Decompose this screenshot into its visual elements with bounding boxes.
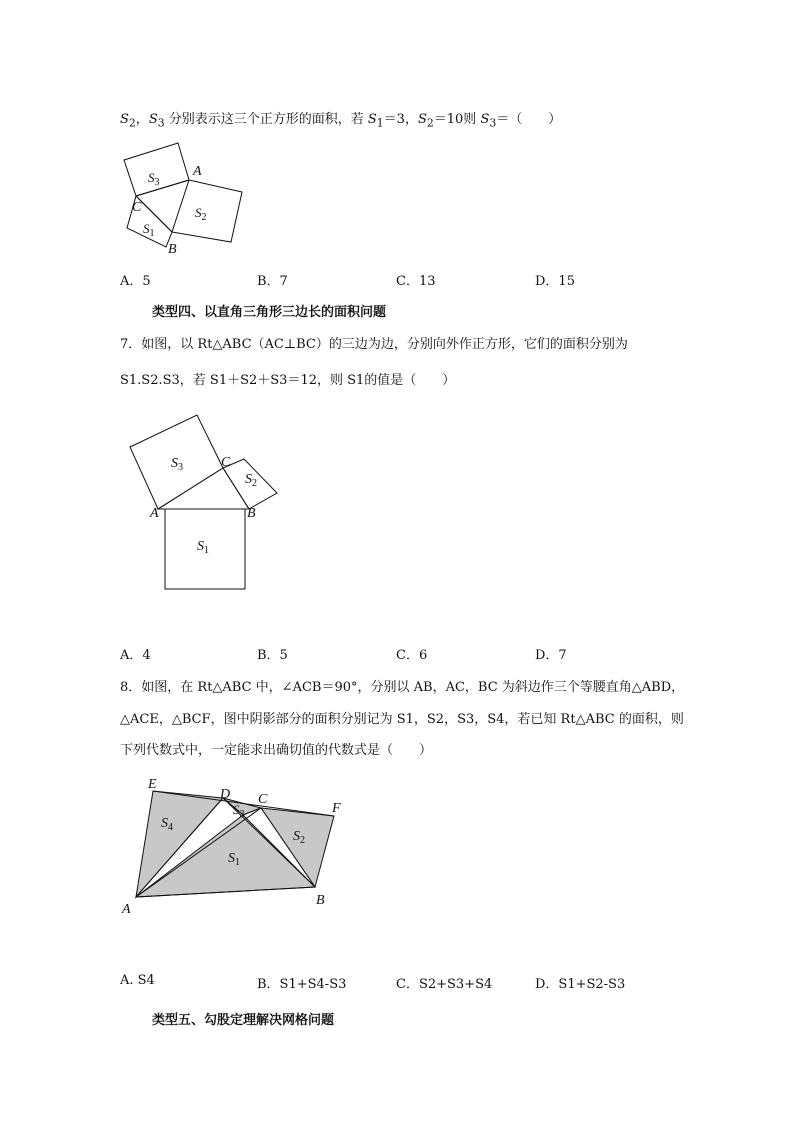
q6-square-s3 bbox=[124, 143, 189, 196]
q8-option-b[interactable]: B．S1+S4-S3 bbox=[257, 977, 347, 992]
q8-label-s2: $S_2$ bbox=[293, 829, 305, 846]
q6-option-a[interactable]: A．5 bbox=[120, 274, 151, 289]
q8-label-c: C bbox=[258, 792, 268, 807]
type4-heading: 类型四、以直角三角形三边长的面积问题 bbox=[152, 305, 387, 320]
type5-heading: 类型五、勾股定理解决网格问题 bbox=[152, 1013, 335, 1028]
q6-label-a: A bbox=[193, 164, 202, 179]
q7-label-s3: $S_3$ bbox=[171, 456, 183, 473]
q8-line2: △ACE，△BCF，图中阴影部分的面积分别记为 S1，S2，S3，S4，若已知 Rt△ABC 的面积，则 bbox=[120, 712, 684, 727]
q7-line2: S1.S2.S3，若 S1＋S2＋S3＝12，则 S1的值是（ ） bbox=[120, 373, 456, 388]
q6-option-c[interactable]: C．13 bbox=[396, 274, 436, 289]
q6-label-s2: $S_2$ bbox=[195, 205, 207, 223]
q6-label-b: B bbox=[168, 242, 177, 257]
q6-option-d[interactable]: D．15 bbox=[535, 274, 575, 289]
q6-label-c: C bbox=[132, 200, 142, 215]
q8-label-s4: $S_4$ bbox=[161, 816, 173, 833]
q8-label-d: D bbox=[220, 787, 231, 802]
q6-label-s3: $S_3$ bbox=[148, 170, 160, 188]
q8-label-s1: $S_1$ bbox=[228, 851, 240, 868]
q7-figure bbox=[125, 385, 285, 595]
q8-label-s3: $S_3$ bbox=[233, 802, 245, 820]
q7-option-c[interactable]: C．6 bbox=[396, 648, 428, 663]
q7-line1: 7．如图，以 Rt△ABC（AC⊥BC）的三边为边，分别向外作正方形，它们的面积分别为 bbox=[120, 337, 628, 352]
q7-label-s2: $S_2$ bbox=[245, 472, 257, 489]
q8-label-e: E bbox=[148, 777, 157, 792]
q8-label-b: B bbox=[316, 893, 325, 908]
q8-figure bbox=[118, 770, 358, 920]
q6-label-s1: $S_1$ bbox=[143, 221, 155, 239]
q7-option-a[interactable]: A．4 bbox=[120, 648, 151, 663]
q6-square-s2 bbox=[172, 180, 242, 242]
q6-stem bbox=[120, 108, 561, 130]
q7-label-c: C bbox=[221, 455, 231, 470]
q7-label-s1: $S_1$ bbox=[197, 539, 209, 556]
q8-option-d[interactable]: D．S1+S2-S3 bbox=[535, 977, 626, 992]
q8-label-a: A bbox=[122, 902, 131, 917]
q6-figure bbox=[120, 140, 260, 260]
q7-option-b[interactable]: B．5 bbox=[257, 648, 288, 663]
q7-label-a: A bbox=[150, 506, 159, 521]
q6-stem-text: $S_2$，$S_3$ 分别表示这三个正方形的面积，若 $S_1=3$，$S_2=10$则 $S_3=$（ ） bbox=[120, 112, 562, 130]
q8-line3: 下列代数式中，一定能求出确切值的代数式是（ ） bbox=[120, 743, 433, 758]
q7-label-b: B bbox=[247, 506, 256, 521]
q7-option-d[interactable]: D．7 bbox=[535, 648, 567, 663]
q8-option-c[interactable]: C．S2+S3+S4 bbox=[396, 977, 493, 992]
q6-option-b[interactable]: B．7 bbox=[257, 274, 288, 289]
q8-option-a[interactable]: A. S4 bbox=[120, 973, 155, 988]
q8-label-f: F bbox=[332, 801, 341, 816]
q8-line1: 8．如图，在 Rt△ABC 中，∠ACB＝90°，分别以 AB，AC，BC 为斜边作三个等腰直角△ABD， bbox=[120, 680, 685, 695]
